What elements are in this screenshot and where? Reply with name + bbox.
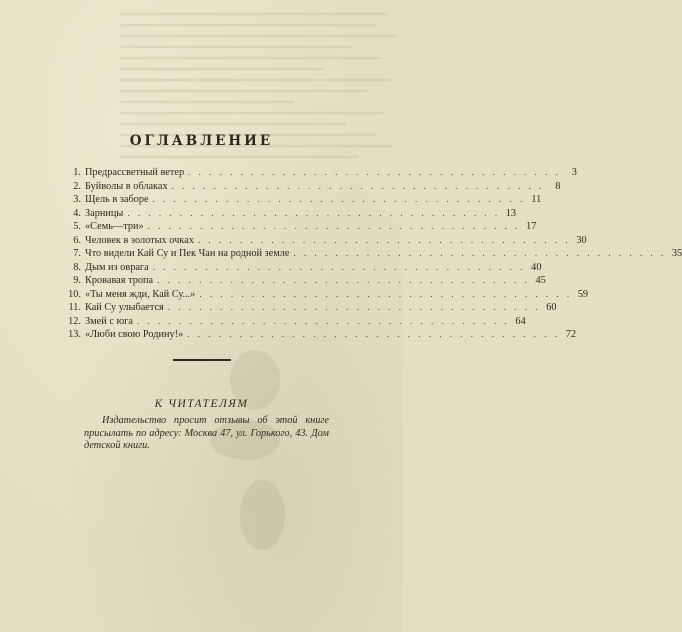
entry-page-number: 64	[515, 315, 526, 327]
dot-leader: . . . . . . . . . . . . . . . . . . . . . . . . . . . . . . . . . . . .	[152, 194, 526, 204]
entry-number: 1.	[73, 167, 81, 178]
entry-title: Человек в золотых очках	[85, 234, 194, 246]
notice-heading: К ЧИТАТЕЛЯМ	[154, 398, 249, 410]
dot-leader: . . . . . . . . . . . . . . . . . . . . . . . . . . . . . . . . . . . .	[152, 261, 526, 272]
contents-entry	[67, 247, 682, 261]
bleed-through-text	[120, 4, 410, 154]
entry-page-number: 17	[526, 221, 537, 232]
entry-number: 6.	[73, 234, 81, 246]
notice-body: Издательство просит отзывы об этой книге присылать по адресу: Москва 47, ул. Горького, 43. Дом детской книги.	[84, 415, 329, 451]
entry-page-number: 40	[531, 261, 542, 273]
entry-title: «Ты меня жди, Кай Су...»	[85, 288, 196, 300]
dot-leader: . . . . . . . . . . . . . . . . . . . . . . . . . . . . . . . . . . . .	[127, 207, 501, 218]
entry-title: Кровавая тропа	[85, 275, 154, 286]
dot-leader: . . . . . . . . . . . . . . . . . . . . . . . . . . . . . . . . . . . .	[187, 329, 560, 339]
contents-entry	[67, 301, 557, 315]
entry-number: 9.	[73, 275, 81, 286]
entry-page-number: 35	[671, 248, 682, 259]
entry-number: 13.	[68, 329, 81, 340]
entry-number: 3.	[73, 194, 81, 205]
entry-title: Змей с юга	[85, 315, 133, 327]
entry-title: Дым из оврага	[85, 261, 149, 273]
entry-page-number: 11	[531, 194, 542, 205]
entry-title: Кай Су улыбается	[85, 302, 164, 313]
entry-title: Щель в заборе	[85, 194, 149, 205]
dot-leader: . . . . . . . . . . . . . . . . . . . . . . . . . . . . . . . . . . . .	[197, 234, 571, 245]
entry-title: «Люби свою Родину!»	[85, 329, 184, 340]
dot-leader: . . . . . . . . . . . . . . . . . . . . . . . . . . . . . . . . . . . .	[167, 302, 541, 312]
entry-number: 5.	[73, 221, 81, 232]
dot-leader: . . . . . . . . . . . . . . . . . . . . . . . . . . . . . . . . . . . .	[199, 288, 573, 299]
bleed-through-illustration	[200, 330, 320, 590]
contents-entry	[67, 193, 542, 207]
entry-title: Зарницы	[85, 207, 124, 219]
entry-number: 2.	[73, 180, 81, 192]
contents-heading: ОГЛАВЛЕНИЕ	[129, 133, 274, 149]
contents-entry	[67, 234, 587, 248]
entry-page-number: 72	[565, 329, 576, 340]
dot-leader: . . . . . . . . . . . . . . . . . . . . . . . . . . . . . . . . . . . .	[293, 248, 667, 258]
entry-number: 7.	[73, 248, 81, 259]
entry-title: Буйволы в облаках	[85, 180, 168, 192]
dot-leader: . . . . . . . . . . . . . . . . . . . . . . . . . . . . . . . . . . . .	[171, 180, 545, 191]
entry-page-number: 3	[571, 167, 577, 178]
contents-entry	[67, 220, 537, 234]
contents-list	[67, 166, 682, 342]
entry-number: 12.	[68, 315, 81, 327]
entry-page-number: 30	[576, 234, 587, 246]
contents-entry	[67, 328, 576, 342]
entry-title: Что видели Кай Су и Пек Чан на родной земле	[85, 248, 290, 259]
dot-leader: . . . . . . . . . . . . . . . . . . . . . . . . . . . . . . . . . . . .	[188, 167, 561, 177]
entry-number: 4.	[73, 207, 81, 219]
entry-number: 8.	[73, 261, 81, 273]
section-divider	[173, 359, 231, 361]
contents-entry	[67, 180, 561, 194]
entry-title: Предрассветный ветер	[85, 167, 185, 178]
contents-entry	[67, 274, 546, 288]
dot-leader: . . . . . . . . . . . . . . . . . . . . . . . . . . . . . . . . . . . .	[136, 315, 510, 326]
contents-entry	[67, 261, 542, 275]
contents-entry	[67, 288, 589, 302]
dot-leader: . . . . . . . . . . . . . . . . . . . . . . . . . . . . . . . . . . . .	[147, 221, 521, 231]
contents-entry	[67, 166, 577, 180]
entry-page-number: 45	[535, 275, 546, 286]
dot-leader: . . . . . . . . . . . . . . . . . . . . . . . . . . . . . . . . . . . .	[157, 275, 530, 285]
contents-entry	[67, 207, 517, 221]
entry-page-number: 60	[546, 302, 557, 313]
contents-entry	[67, 315, 526, 329]
entry-number: 10.	[68, 288, 81, 300]
entry-page-number: 13	[505, 207, 517, 219]
entry-page-number: 59	[577, 288, 589, 300]
entry-number: 11.	[68, 302, 81, 313]
entry-page-number: 8	[555, 180, 561, 192]
entry-title: «Семь—три»	[85, 221, 144, 232]
